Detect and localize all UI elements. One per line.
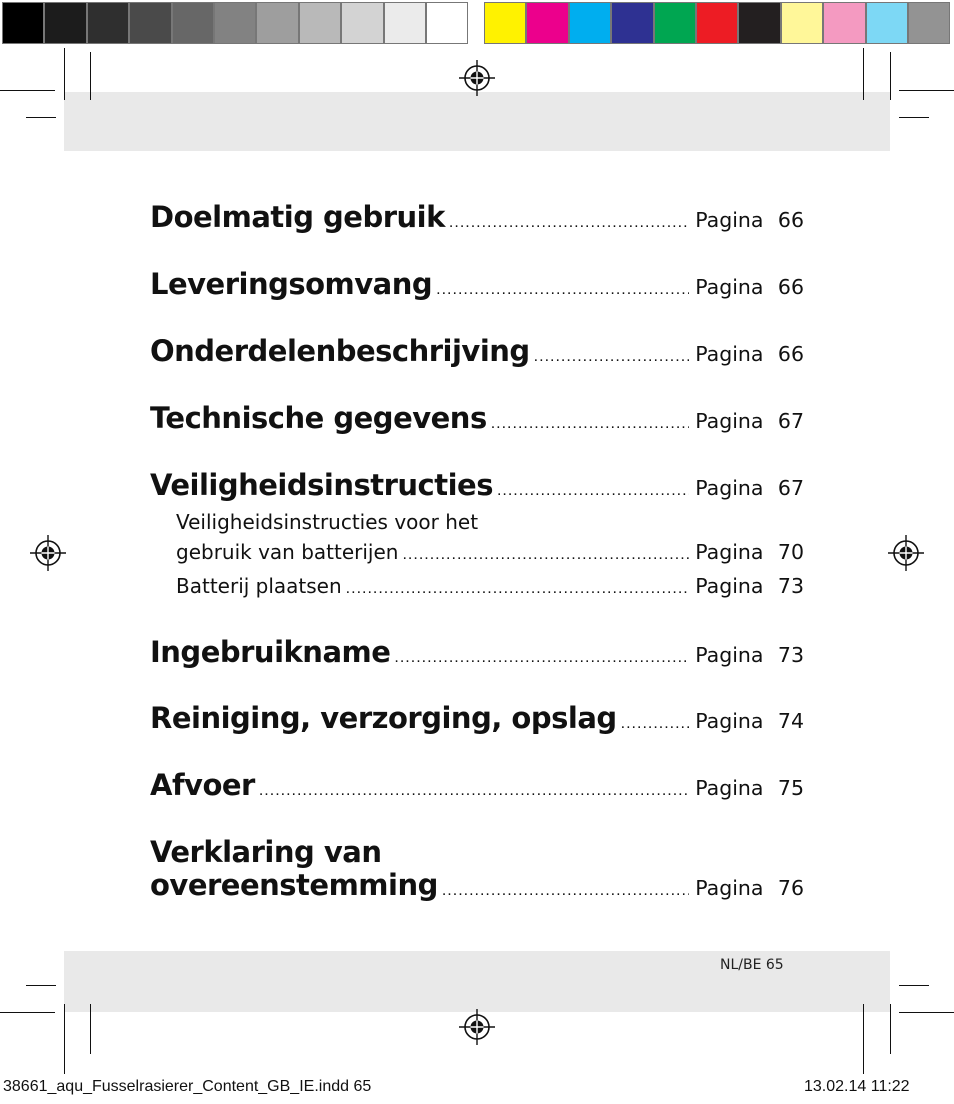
toc-page-ref [695, 342, 804, 366]
dot-leader [394, 649, 689, 667]
toc-entry-title: Afvoer [150, 768, 255, 802]
dot-leader [449, 214, 689, 232]
toc-entry-title: Leveringsomvang [150, 267, 433, 301]
page-number: 73 [777, 574, 804, 598]
dot-leader [442, 882, 689, 900]
page-label: Pagina [695, 342, 764, 366]
crop-mark [890, 52, 891, 100]
page-label: Pagina [695, 476, 764, 500]
dot-leader [534, 348, 690, 366]
grayscale-swatch [214, 2, 256, 44]
slug-datetime: 13.02.14 11:22 [804, 1078, 910, 1095]
page-label: Pagina [695, 709, 764, 733]
grayscale-swatch [87, 2, 129, 44]
dot-leader [402, 546, 689, 564]
crop-mark [26, 985, 56, 986]
toc-entry-title: Technische gegevens [150, 401, 487, 435]
process-color-swatch [823, 2, 865, 44]
toc-entry [150, 868, 804, 902]
toc-entry [150, 701, 804, 735]
toc-subentry-title: gebruik van batterijen [176, 540, 399, 564]
crop-mark [90, 1004, 91, 1054]
page-number: 67 [777, 409, 804, 433]
registration-mark-icon [30, 535, 66, 571]
crop-mark [863, 48, 864, 100]
page-label: Pagina [695, 208, 764, 232]
process-color-swatch [866, 2, 908, 44]
crop-mark [90, 52, 91, 100]
toc-page-ref [695, 574, 804, 598]
toc-subentry [150, 540, 804, 564]
toc-entry-title: overeenstemming [150, 868, 438, 902]
page-number: 67 [777, 476, 804, 500]
toc-entry [150, 334, 804, 368]
crop-mark [899, 90, 954, 91]
grayscale-swatch [2, 2, 44, 44]
process-color-swatch [696, 2, 738, 44]
toc-entry-title: Reiniging, verzorging, opslag [150, 701, 617, 735]
page-label: Pagina [695, 409, 764, 433]
toc-entry [150, 468, 804, 502]
page-number: 75 [777, 776, 804, 800]
toc-page-ref [695, 776, 804, 800]
dot-leader [259, 782, 689, 800]
crop-mark [0, 1012, 55, 1013]
crop-mark [863, 1004, 864, 1074]
toc-entry [150, 200, 804, 234]
page-label: Pagina [695, 643, 764, 667]
page-number: 73 [777, 643, 804, 667]
slug-filename: 38661_aqu_Fusselrasierer_Content_GB_IE.indd 65 [3, 1078, 372, 1095]
registration-mark-icon [459, 1009, 495, 1045]
registration-mark-icon [459, 60, 495, 96]
toc-page-ref [695, 208, 804, 232]
dot-leader [621, 715, 690, 733]
color-calibration-bar [0, 0, 954, 46]
page-label: Pagina [695, 876, 764, 900]
page-number: 66 [777, 208, 804, 232]
toc-entry-title: Doelmatig gebruik [150, 200, 445, 234]
page-number: 66 [777, 342, 804, 366]
page-label: Pagina [695, 540, 764, 564]
page-number: 76 [777, 876, 804, 900]
toc-subentry-title: Batterij plaatsen [176, 574, 342, 598]
page-label: Pagina [695, 776, 764, 800]
grayscale-swatch [44, 2, 86, 44]
toc-entry-title: Veiligheidsinstructies [150, 468, 493, 502]
process-color-swatch [484, 2, 526, 44]
grayscale-swatch [129, 2, 171, 44]
toc-page-ref [695, 709, 804, 733]
grayscale-swatch [172, 2, 214, 44]
dot-leader [491, 415, 689, 433]
toc-entry-title: Onderdelenbeschrijving [150, 334, 530, 368]
crop-mark [899, 1012, 954, 1013]
process-color-swatch [569, 2, 611, 44]
crop-mark [899, 985, 929, 986]
toc-page-ref [695, 876, 804, 900]
registration-mark-icon [888, 535, 924, 571]
page-number: 70 [777, 540, 804, 564]
process-color-swatch [781, 2, 823, 44]
top-gray-band [64, 92, 890, 151]
grayscale-swatch [256, 2, 298, 44]
process-color-swatch [611, 2, 653, 44]
page-number: 66 [777, 275, 804, 299]
process-color-swatch [738, 2, 780, 44]
process-color-swatch [908, 2, 950, 44]
process-color-swatch [654, 2, 696, 44]
crop-mark [64, 1004, 65, 1074]
grayscale-swatch [426, 2, 468, 44]
page-label: Pagina [695, 275, 764, 299]
dot-leader [497, 482, 689, 500]
page-number: 74 [777, 709, 804, 733]
toc-page-ref [695, 540, 804, 564]
crop-mark [64, 48, 65, 100]
toc-entry [150, 635, 804, 669]
toc-page-ref [695, 476, 804, 500]
toc-entry-title-line1: Verklaring van [150, 835, 382, 869]
crop-mark [890, 1004, 891, 1054]
crop-mark [899, 117, 929, 118]
toc-entry [150, 401, 804, 435]
crop-mark [26, 117, 56, 118]
crop-mark [0, 90, 55, 91]
dot-leader [346, 580, 690, 598]
page-label: Pagina [695, 574, 764, 598]
grayscale-swatch [299, 2, 341, 44]
toc-subentry [150, 574, 804, 598]
toc-page-ref [695, 275, 804, 299]
toc-entry-title: Ingebruikname [150, 635, 391, 669]
toc-entry [150, 768, 804, 802]
dot-leader [436, 281, 689, 299]
grayscale-swatch [341, 2, 383, 44]
toc-entry [150, 267, 804, 301]
page-marker: NL/BE 65 [720, 957, 784, 973]
process-color-swatch [526, 2, 568, 44]
toc-page-ref [695, 643, 804, 667]
grayscale-swatch [384, 2, 426, 44]
toc-subentry-line1: Veiligheidsinstructies voor het [176, 510, 479, 534]
toc-page-ref [695, 409, 804, 433]
